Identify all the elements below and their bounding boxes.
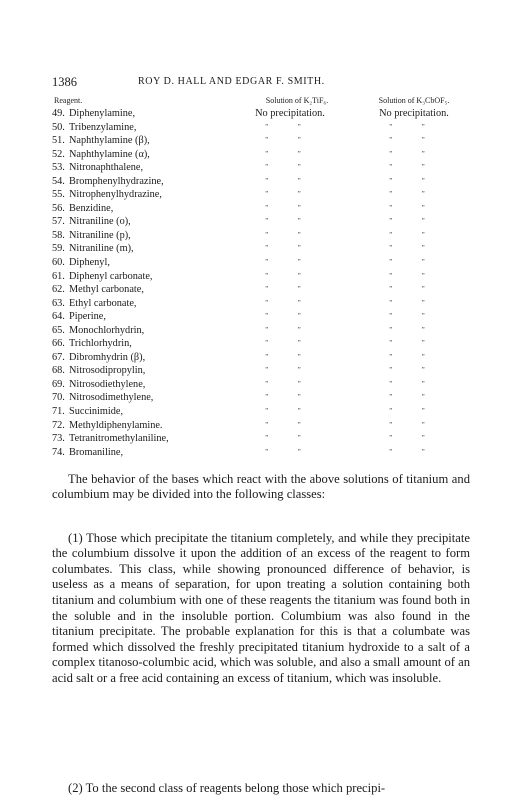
table-row — [52, 364, 472, 378]
titanium-result: " " — [265, 190, 315, 199]
reagent-name: Piperine, — [69, 311, 106, 323]
table-row — [52, 242, 472, 256]
row-number: 62. — [52, 284, 65, 296]
row-number: 69. — [52, 378, 65, 390]
reagent-table — [52, 94, 472, 459]
titanium-result: " " — [265, 434, 315, 443]
columbium-result: " " — [389, 407, 439, 416]
reagent-name: Nitrophenylhydrazine, — [69, 189, 162, 201]
titanium-result: " " — [265, 366, 315, 375]
running-head: ROY D. HALL AND EDGAR F. SMITH. — [138, 76, 325, 87]
table-row — [52, 175, 472, 189]
columbium-result: " " — [389, 271, 439, 280]
table-row — [52, 432, 472, 446]
titanium-result: " " — [265, 420, 315, 429]
header-titanium-solution: Solution of K₂TiF₆. — [265, 96, 329, 105]
table-row — [52, 270, 472, 284]
reagent-name: Nitronaphthalene, — [69, 162, 144, 174]
paragraph-intro: The behavior of the bases which react with the above solutions of titanium and columbium may be divided into the following classes: — [52, 471, 470, 502]
reagent-name: Naphthylamine (β), — [69, 135, 150, 147]
reagent-name: Naphthylamine (α), — [69, 148, 150, 160]
titanium-result: " " — [265, 407, 315, 416]
row-number: 73. — [52, 433, 65, 445]
columbium-result: " " — [389, 136, 439, 145]
table-body — [52, 107, 472, 459]
columbium-result: " " — [389, 163, 439, 172]
table-row — [52, 297, 472, 311]
columbium-result: " " — [389, 258, 439, 267]
row-number: 61. — [52, 270, 65, 282]
row-number: 64. — [52, 311, 65, 323]
row-number: 51. — [52, 135, 65, 147]
table-row — [52, 405, 472, 419]
titanium-result: No precipitation. — [255, 108, 325, 119]
row-number: 58. — [52, 229, 65, 241]
row-number: 65. — [52, 324, 65, 336]
table-row — [52, 351, 472, 365]
table-row — [52, 202, 472, 216]
reagent-name: Succinimide, — [69, 406, 124, 418]
columbium-result: " " — [389, 366, 439, 375]
titanium-result: " " — [265, 379, 315, 388]
reagent-name: Benzidine, — [69, 202, 114, 214]
columbium-result: " " — [389, 176, 439, 185]
table-row — [52, 215, 472, 229]
row-number: 50. — [52, 121, 65, 133]
row-number: 67. — [52, 351, 65, 363]
reagent-name: Methyldiphenylamine. — [69, 419, 163, 431]
reagent-name: Methyl carbonate, — [69, 284, 144, 296]
reagent-name: Bromaniline, — [69, 446, 124, 458]
columbium-result: " " — [389, 379, 439, 388]
titanium-result: " " — [265, 176, 315, 185]
columbium-result: " " — [389, 298, 439, 307]
row-number: 52. — [52, 148, 65, 160]
table-header — [52, 94, 472, 107]
table-row — [52, 283, 472, 297]
paragraph-class-two: (2) To the second class of reagents belong those which precipi- — [68, 780, 386, 795]
table-row — [52, 324, 472, 338]
titanium-result: " " — [265, 447, 315, 456]
reagent-name: Ethyl carbonate, — [69, 297, 137, 309]
columbium-result: " " — [389, 230, 439, 239]
reagent-name: Nitrosodiethylene, — [69, 378, 146, 390]
columbium-result: " " — [389, 352, 439, 361]
page-number: 1386 — [52, 75, 77, 89]
row-number: 55. — [52, 189, 65, 201]
header-reagent: Reagent. — [54, 96, 83, 105]
row-number: 72. — [52, 419, 65, 431]
columbium-result: " " — [389, 434, 439, 443]
reagent-name: Tribenzylamine, — [69, 121, 137, 133]
reagent-name: Diphenylamine, — [69, 108, 136, 119]
reagent-name: Bromphenylhydrazine, — [69, 175, 164, 187]
table-row — [52, 161, 472, 175]
columbium-result: " " — [389, 325, 439, 334]
reagent-name: Dibromhydrin (β), — [69, 351, 146, 363]
titanium-result: " " — [265, 203, 315, 212]
titanium-result: " " — [265, 352, 315, 361]
columbium-result: " " — [389, 244, 439, 253]
columbium-result: " " — [389, 339, 439, 348]
reagent-name: Nitraniline (o), — [69, 216, 131, 228]
row-number: 70. — [52, 392, 65, 404]
titanium-result: " " — [265, 230, 315, 239]
columbium-result: " " — [389, 217, 439, 226]
columbium-result: " " — [389, 447, 439, 456]
table-row — [52, 188, 472, 202]
titanium-result: " " — [265, 163, 315, 172]
reagent-name: Tetranitromethylaniline, — [69, 433, 169, 445]
reagent-name: Diphenyl carbonate, — [69, 270, 153, 282]
titanium-result: " " — [265, 136, 315, 145]
table-row — [52, 337, 472, 351]
titanium-result: " " — [265, 122, 315, 131]
titanium-result: " " — [265, 217, 315, 226]
table-row — [52, 391, 472, 405]
titanium-result: " " — [265, 312, 315, 321]
titanium-result: " " — [265, 244, 315, 253]
titanium-result: " " — [265, 258, 315, 267]
reagent-name: Nitrosodimethylene, — [69, 392, 154, 404]
row-number: 53. — [52, 162, 65, 174]
paragraph-class-one: (1) Those which precipitate the titanium completely, and while they precipitate the columbium dissolve it upon the addition of an excess of the reagent to form columbates. This class, while showing pronounced difference of behavior, is useless as a means of separation, for upon treating a solution containing both titanium and columbium with one of these reagents the titanium was found both in the soluble and in the insoluble portion. Columbium was also found in the titanium precipitate. The probable explanation for this is that a columbate was formed which dissolved the freshly precipitated titanium hydroxide to a salt of a complex titanoso-columbic acid, which was soluble, and also a small amount of an acid salt or a free acid containing an excess of titanium, which was insoluble. — [52, 530, 470, 685]
table-row — [52, 419, 472, 433]
row-number: 59. — [52, 243, 65, 255]
row-number: 71. — [52, 406, 65, 418]
row-number: 56. — [52, 202, 65, 214]
reagent-name: Nitraniline (m), — [69, 243, 134, 255]
reagent-name: Trichlorhydrin, — [69, 338, 132, 350]
row-number: 57. — [52, 216, 65, 228]
columbium-result: " " — [389, 393, 439, 402]
columbium-result: " " — [389, 122, 439, 131]
titanium-result: " " — [265, 298, 315, 307]
reagent-name: Monochlorhydrin, — [69, 324, 145, 336]
table-row — [52, 134, 472, 148]
table-row — [52, 121, 472, 135]
titanium-result: " " — [265, 271, 315, 280]
row-number: 63. — [52, 297, 65, 309]
table-row — [52, 446, 472, 460]
reagent-name: Diphenyl, — [69, 257, 110, 269]
table-row — [52, 107, 472, 121]
titanium-result: " " — [265, 339, 315, 348]
table-row — [52, 229, 472, 243]
titanium-result: " " — [265, 325, 315, 334]
columbium-result: " " — [389, 203, 439, 212]
table-row — [52, 310, 472, 324]
row-number: 66. — [52, 338, 65, 350]
columbium-result: No precipitation. — [379, 108, 449, 119]
header-columbium-solution: Solution of K₃CbOF₅. — [378, 96, 450, 105]
columbium-result: " " — [389, 285, 439, 294]
table-row — [52, 256, 472, 270]
row-number: 60. — [52, 257, 65, 269]
row-number: 68. — [52, 365, 65, 377]
columbium-result: " " — [389, 190, 439, 199]
columbium-result: " " — [389, 420, 439, 429]
reagent-name: Nitrosodipropylin, — [69, 365, 146, 377]
table-row — [52, 378, 472, 392]
columbium-result: " " — [389, 312, 439, 321]
row-number: 49. — [52, 108, 65, 119]
table-row — [52, 148, 472, 162]
titanium-result: " " — [265, 149, 315, 158]
titanium-result: " " — [265, 285, 315, 294]
titanium-result: " " — [265, 393, 315, 402]
reagent-name: Nitraniline (p), — [69, 229, 131, 241]
row-number: 54. — [52, 175, 65, 187]
columbium-result: " " — [389, 149, 439, 158]
row-number: 74. — [52, 446, 65, 458]
